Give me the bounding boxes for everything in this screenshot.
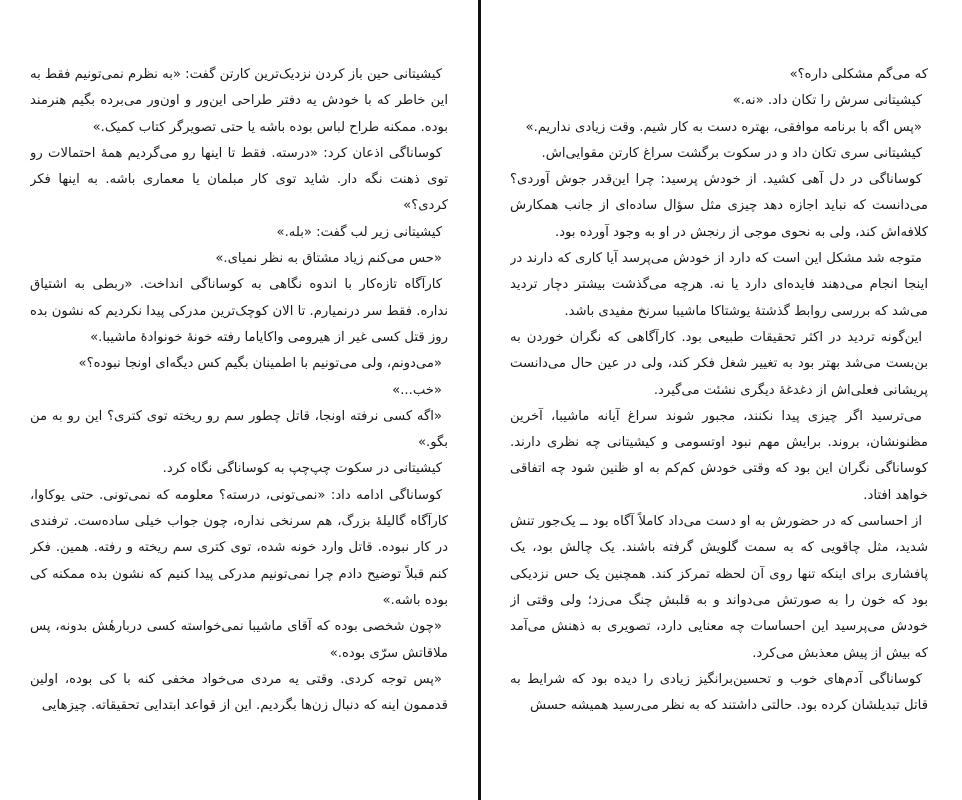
right-paragraph-10: کوساناگی آدم‌های خوب و تحسین‌برانگیز زیادی را دیده بود که شرایط به قاتل تبدیلشان کرده بود. حالتی داشتند که به نظر می‌رسید همیشه حسش	[510, 671, 928, 714]
left-paragraph-10: کوساناگی ادامه داد: «نمی‌تونی، درسته؟ معلومه که نمی‌تونی. حتی یوکاوا، کارآگاه گالیلهٔ بزرگ، هم سرنخی نداره، چون جواب خیلی ساده‌ست. ترفندی در کار نبوده. قاتل وارد خونه شده، توی کتری سم ریخته و رفته. همین. فکر کنم قبلاً توضیح دادم چرا نمی‌تونیم مدرکی پیدا کنیم که نشون بده ممکنه کی بوده باشه.»	[30, 487, 448, 608]
right-paragraph-3: «پس اگه با برنامه موافقی، بهتره دست به کار شیم. وقت زیادی نداریم.»	[525, 119, 922, 135]
page-divider	[478, 0, 481, 800]
right-paragraph-5: کوساناگی در دل آهی کشید. از خودش پرسید: چرا این‌قدر جوش آوردی؟ می‌دانست که نباید اجازه دهد چیزی مثل سؤال ساده‌ای از جانب همکارش کلافه‌اش کند، ولی به نحوی موجی از رنجش در او به وجود آورده بود.	[510, 172, 928, 240]
left-page	[30, 62, 448, 782]
left-paragraph-7: «خب...»	[392, 382, 442, 398]
left-paragraph-6: «می‌دونم، ولی می‌تونیم با اطمینان بگیم کس دیگه‌ای اونجا نبوده؟»	[78, 356, 442, 372]
left-paragraph-12: «پس توجه کردی. وقتی یه مردی می‌خواد مخفی کنه با کی بوده، اولین قدممون اینه که دنبال زن‌ها بگردیم. این از قواعد ابتدایی تحقیقاته. چیزهایی	[30, 671, 448, 714]
left-paragraph-3: کیشیتانی زیر لب گفت: «بله.»	[276, 224, 442, 240]
right-paragraph-1: که می‌گم مشکلی داره؟»	[789, 67, 928, 82]
right-paragraph-4: کیشیتانی سری تکان داد و در سکوت برگشت سراغ کارتن مقوایی‌اش.	[541, 145, 922, 161]
left-paragraph-4: «حس می‌کنم زیاد مشتاق به نظر نمیای.»	[215, 251, 442, 267]
left-paragraph-1: کیشیتانی حین باز کردن نزدیک‌ترین کارتن گفت: «به نظرم نمی‌تونیم فقط به این خاطر که با خودش یه دفتر طراحی این‌ور و اون‌ور می‌برده بگیم هنرمند بوده. ممکنه طراح لباس بوده باشه یا حتی تصویرگر کتاب کمیک.»	[30, 67, 448, 135]
right-paragraph-2: کیشیتانی سرش را تکان داد. «نه.»	[732, 93, 922, 109]
left-paragraph-2: کوساناگی اذعان کرد: «درسته. فقط تا اینها رو می‌گردیم همهٔ احتمالات رو توی ذهنت نگه دار. شاید توی کار مبلمان یا معماری باشه. به اینها فکر کردی؟»	[30, 145, 448, 214]
right-paragraph-9: از احساسی که در حضورش به او دست می‌داد کاملاً آگاه بود ــ یک‌جور تنش شدید، مثل چاقویی که به سمت گلویش گرفته باشند. یک چالش بود، یک پافشاری برای اینکه تنها روی آن لحظه تمرکز کند. همچنین یک حس نزدیکی بود که خون را به صورتش می‌دواند و به قلبش چنگ می‌زد؛ ولی وقتی از خودش می‌پرسید این احساسات چه معنایی دارد، تصویری به ذهنش می‌آمد که بیش از پیش معذبش می‌کرد.	[510, 514, 928, 661]
right-paragraph-6: متوجه شد مشکل این است که دارد از خودش می‌پرسد آیا کاری که دارند در اینجا انجام می‌دهند فایده‌ای دارد یا نه. هرچه می‌گذشت بیشتر دچار تردید می‌شد که بررسی روابط گذشتهٔ یوشتاکا ماشیبا سرنخ مفیدی باشد.	[510, 251, 928, 319]
left-paragraph-5: کارآگاه تازه‌کار با اندوه نگاهی به کوساناگی انداخت. «ربطی به اشتیاق نداره. فقط سر درنمیارم. تا الان کوچک‌ترین مدرکی پیدا نکردیم که نشون بده روز قتل کسی غیر از هیرومی واکایاما رفته خونهٔ خونوادهٔ ماشیبا.»	[30, 277, 448, 345]
left-paragraph-9: کیشیتانی در سکوت چپ‌چپ به کوساناگی نگاه کرد.	[162, 461, 442, 477]
left-paragraph-8: «اگه کسی نرفته اونجا، قاتل چطور سم رو ریخته توی کتری؟ این رو به من بگو.»	[30, 408, 448, 451]
right-paragraph-7: این‌گونه تردید در اکثر تحقیقات طبیعی بود. کارآگاهی که نگران خوردن به بن‌بست می‌شد بهتر بود به تغییر شغل فکر کند، ولی در عین حال می‌دانست پریشانی فعلی‌اش از دغدغهٔ دیگری نشئت می‌گیرد.	[510, 329, 928, 398]
right-paragraph-8: می‌ترسید اگر چیزی پیدا نکنند، مجبور شوند سراغ آیانه ماشیبا، آخرین مظنونشان، بروند. برایش مهم نبود اوتسومی و کیشیتانی چه نظری دارند. کوساناگی نگران این بود که وقتی خودش کم‌کم به او ظنین شود چه اتفاقی خواهد افتاد.	[510, 408, 928, 503]
left-paragraph-11: «چون شخصی بوده که آقای ماشیبا نمی‌خواسته کسی دربارهٔش بدونه، پس ملاقاتش سرّی بوده.»	[30, 619, 448, 661]
right-page	[510, 62, 928, 782]
